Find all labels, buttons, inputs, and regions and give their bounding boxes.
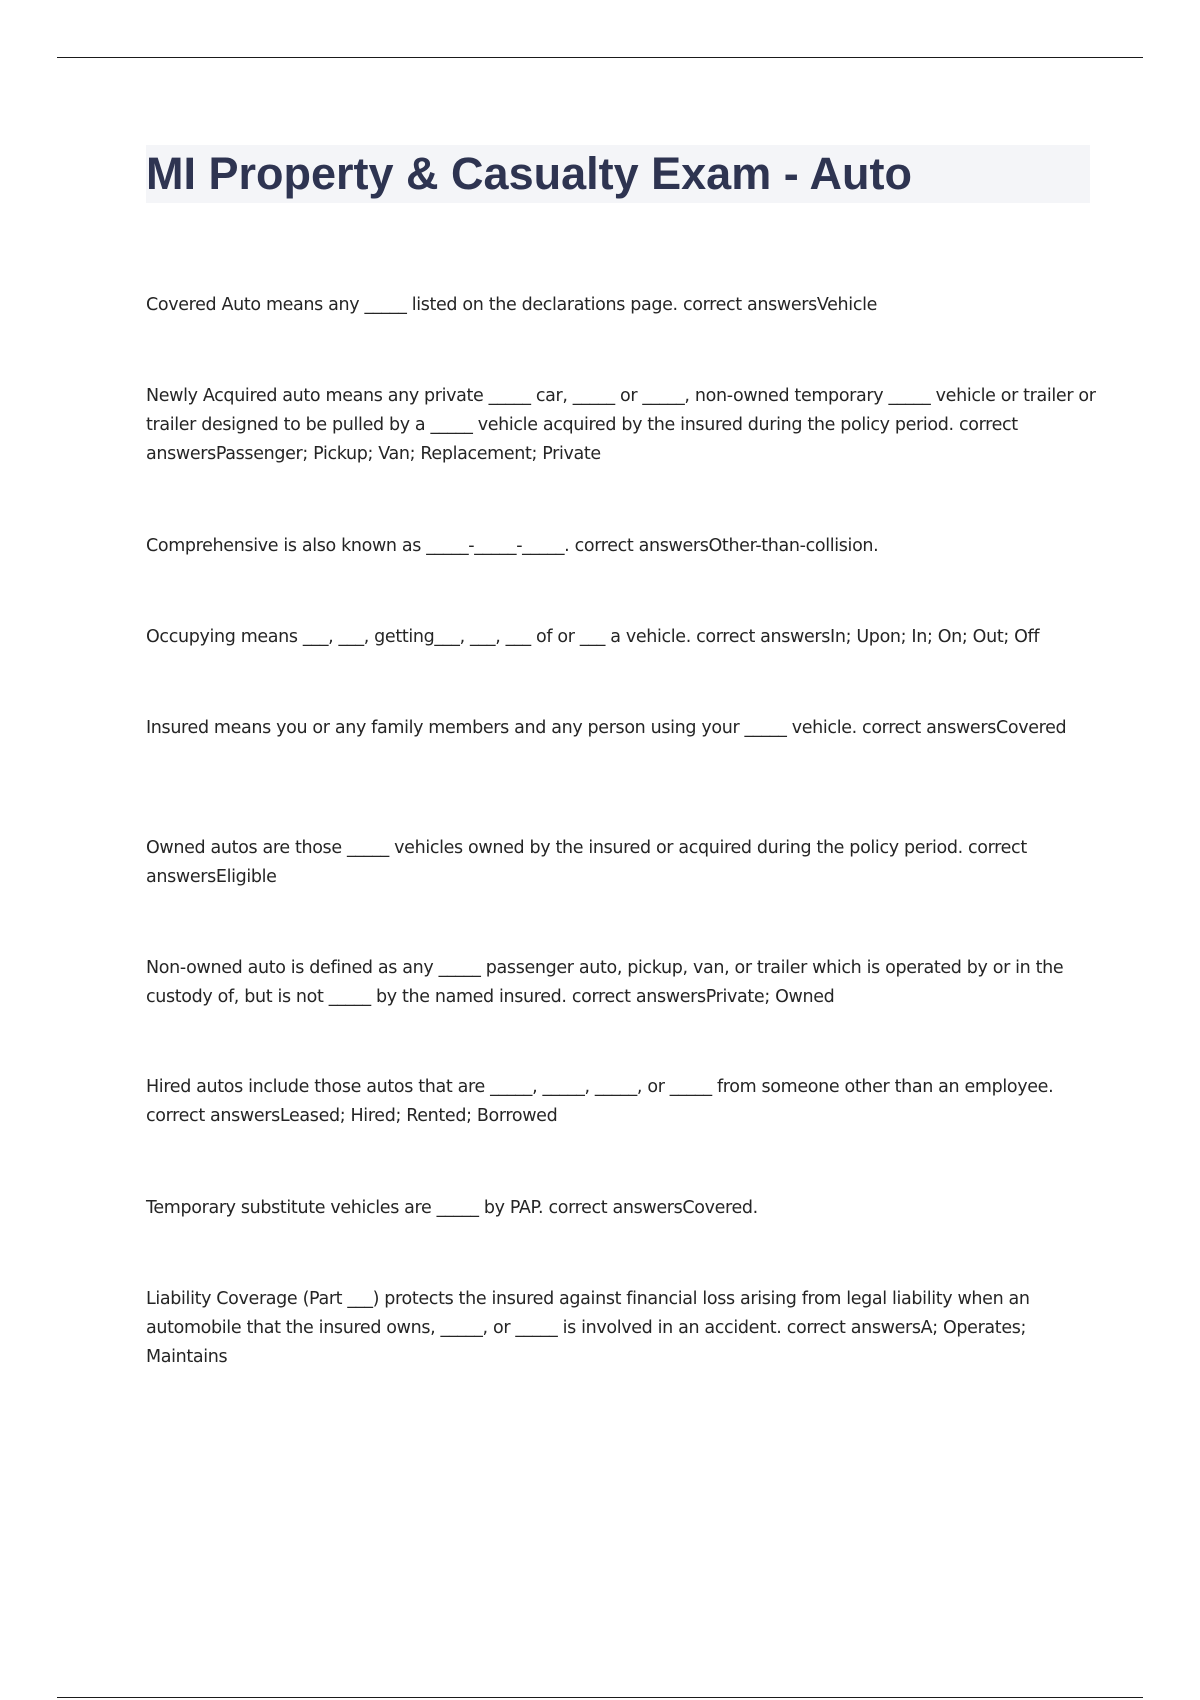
question-temporary-substitute: Temporary substitute vehicles are _____ by PAP. correct answersCovered. xyxy=(146,1198,758,1218)
question-insured: Insured means you or any family members and any person using your _____ vehicle. correct answersCovered xyxy=(146,718,1067,738)
question-liability-coverage: Liability Coverage (Part ___) protects the insured against financial loss arising from legal liability when an automobile that the insured owns, _____, or _____ is involved in an accident. correct answersA; Operates; Maintains xyxy=(146,1289,1030,1367)
document-title: MI Property & Casualty Exam - Auto xyxy=(146,148,912,199)
question-hired-autos: Hired autos include those autos that are _____, _____, _____, or _____ from someone other than an employee. correct answersLeased; Hired; Rented; Borrowed xyxy=(146,1077,1054,1126)
question-newly-acquired-auto: Newly Acquired auto means any private _____ car, _____ or _____, non-owned temporary _____ vehicle or trailer or trailer designed to be pulled by a _____ vehicle acquired by the insured during the policy period. correct answersPassenger; Pickup; Van; Replacement; Private xyxy=(146,386,1096,464)
question-covered-auto: Covered Auto means any _____ listed on the declarations page. correct answersVehicle xyxy=(146,295,878,315)
footer-rule xyxy=(57,1697,1143,1698)
question-owned-autos: Owned autos are those _____ vehicles owned by the insured or acquired during the policy period. correct answersEligible xyxy=(146,838,1027,887)
question-occupying: Occupying means ___, ___, getting___, ___, ___ of or ___ a vehicle. correct answersIn; Upon; In; On; Out; Off xyxy=(146,627,1040,647)
question-non-owned-auto: Non-owned auto is defined as any _____ passenger auto, pickup, van, or trailer which is operated by or in the custody of, but is not _____ by the named insured. correct answersPrivate; Owned xyxy=(146,958,1064,1007)
question-comprehensive: Comprehensive is also known as _____-_____-_____. correct answersOther-than-collision. xyxy=(146,536,879,556)
header-rule xyxy=(57,57,1143,58)
